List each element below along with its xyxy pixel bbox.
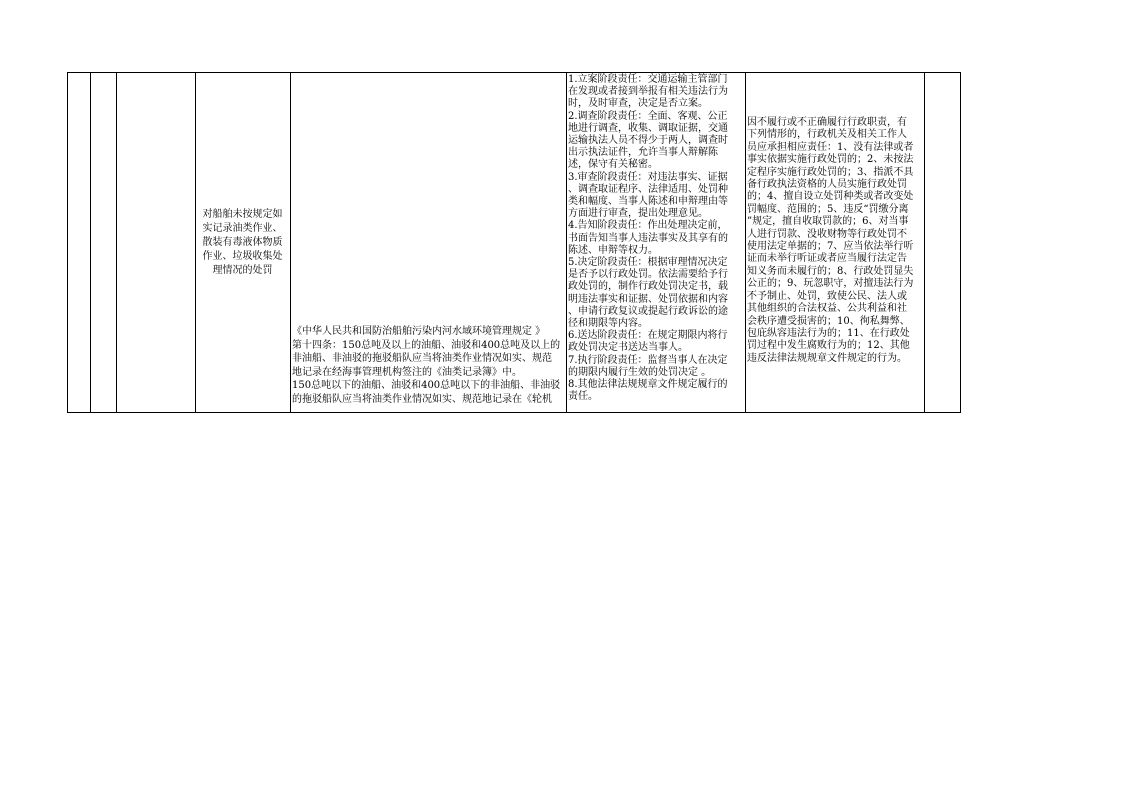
responsibility-line: 方面进行审查，提出处理意见。 — [568, 208, 708, 220]
liability-line: 的；4、擅自设立处罚种类或者改变处 — [747, 191, 914, 203]
liability-line: 包庇纵容违法行为的；11、在行政处 — [747, 327, 910, 339]
responsibility-line: 政处罚决定书送达当事人。 — [568, 342, 688, 354]
responsibility-line: 3.审查阶段责任：对违法事实、证据 — [568, 171, 728, 183]
responsibility-line: 地进行调查，收集、调取证据，交通 — [568, 122, 728, 134]
responsibility-line: 1.立案阶段责任：交通运输主管部门 — [568, 74, 728, 85]
responsibility-line: 7.执行阶段责任：监督当事人在决定 — [568, 354, 728, 366]
empty-cell — [68, 73, 90, 412]
responsibility-line: 类和幅度、当事人陈述和申辩理由等 — [568, 196, 728, 208]
liability-line: 备行政执法资格的人员实施行政处罚 — [747, 179, 907, 191]
legal-basis-line: 非油船、非油驳的拖驳船队应当将油类作业情况如实、规范 — [292, 353, 552, 365]
responsibility-text — [568, 74, 743, 403]
item-name-cell — [195, 73, 290, 412]
responsibility-line: 明违法事实和证据、处罚依据和内容 — [568, 293, 728, 305]
legal-basis-cell — [290, 73, 566, 412]
regulation-table — [67, 72, 961, 413]
legal-basis-line: 《中华人民共和国防治船舶污染内河水域环境管理规定 》 — [292, 326, 546, 337]
liability-line: 定程序实施行政处罚的；3、指派不具 — [747, 166, 914, 178]
responsibility-line: 是否予以行政处罚。依法需要给予行 — [568, 269, 728, 281]
responsibility-line: 书面告知当事人违法事实及其享有的 — [568, 232, 728, 244]
responsibility-line: 、申请行政复议或提起行政诉讼的途 — [568, 305, 728, 317]
liability-line: 人进行罚款、没收财物等行政处罚不 — [747, 228, 907, 240]
responsibility-line: 出示执法证件，允许当事人辩解陈 — [568, 147, 718, 159]
responsibility-line: 8.其他法律法规规章文件规定履行的 — [568, 379, 728, 391]
responsibility-cell — [566, 73, 745, 412]
liability-line: 其他组织的合法权益、公共利益和社 — [747, 303, 907, 315]
liability-line: 因不履行或不正确履行行政职责，有 — [747, 117, 907, 128]
legal-basis-line: 150总吨以下的油船、油驳和400总吨以下的非油船、非油驳 — [292, 380, 561, 392]
liability-line: 违反法律法规规章文件规定的行为。 — [747, 352, 907, 364]
responsibility-line: 径和期限等内容。 — [568, 318, 648, 330]
liability-text — [747, 117, 922, 365]
responsibility-line: 4.告知阶段责任：作出处理决定前， — [568, 220, 728, 232]
liability-line: 使用法定单据的；7、应当依法举行听 — [747, 241, 914, 253]
responsibility-line: 6.送达阶段责任：在规定期限内将行 — [568, 330, 728, 342]
legal-basis-text — [292, 325, 564, 407]
liability-cell — [745, 73, 924, 412]
responsibility-line: 责任。 — [568, 391, 598, 403]
legal-basis-line: 第十四条：150总吨及以上的油船、油驳和400总吨及以上的 — [292, 339, 561, 351]
responsibility-line: 陈述、申辩等权力。 — [568, 244, 658, 256]
responsibility-line: 述，保守有关秘密。 — [568, 159, 658, 171]
responsibility-line: 2.调查阶段责任：全面、客观、公正 — [568, 110, 728, 122]
liability-line: 罚过程中发生腐败行为的；12、其他 — [747, 340, 910, 352]
liability-line: 会秩序遭受损害的；10、徇私舞弊、 — [747, 315, 910, 327]
empty-cell — [116, 73, 195, 412]
responsibility-line: 5.决定阶段责任：根据审理情况决定 — [568, 257, 728, 269]
liability-line: 罚幅度、范围的；5、违反“罚缴分离 — [747, 203, 909, 215]
legal-basis-line: 的拖驳船队应当将油类作业情况如实、规范地记录在《轮机 — [292, 393, 552, 405]
liability-line: ”规定，擅自收取罚款的；6、对当事 — [747, 216, 909, 228]
liability-line: 证而未举行听证或者应当履行法定告 — [747, 253, 907, 265]
liability-line: 下列情形的，行政机关及相关工作人 — [747, 129, 907, 141]
liability-line: 员应承担相应责任：1、没有法律或者 — [747, 141, 914, 153]
liability-line: 公正的；9、玩忽职守，对擅违法行为 — [747, 278, 914, 290]
responsibility-line: 的期限内履行生效的处罚决定 。 — [568, 366, 712, 378]
legal-basis-line: 地记录在经海事管理机构签注的《油类记录簿》中。 — [292, 366, 522, 378]
empty-cell — [90, 73, 116, 412]
empty-cell — [924, 73, 961, 412]
item-name-text: 对船舶未按规定如实记录油类作业、散装有毒液体物质作业、垃圾收集处理情况的处罚 — [202, 208, 283, 276]
liability-line: 事实依据实施行政处罚的；2、未按法 — [747, 154, 914, 166]
responsibility-line: 在发现或者接到举报有相关违法行为 — [568, 86, 728, 98]
responsibility-line: 时，及时审查，决定是否立案。 — [568, 98, 708, 110]
liability-line: 不予制止、处罚，致使公民、法人或 — [747, 290, 907, 302]
responsibility-line: 运输执法人员不得少于两人，调查时 — [568, 135, 728, 147]
liability-line: 知义务而未履行的；8、行政处罚显失 — [747, 265, 914, 277]
responsibility-line: 政处罚的，制作行政处罚决定书，载 — [568, 281, 728, 293]
responsibility-line: 、调查取证程序、法律适用、处罚种 — [568, 183, 728, 195]
